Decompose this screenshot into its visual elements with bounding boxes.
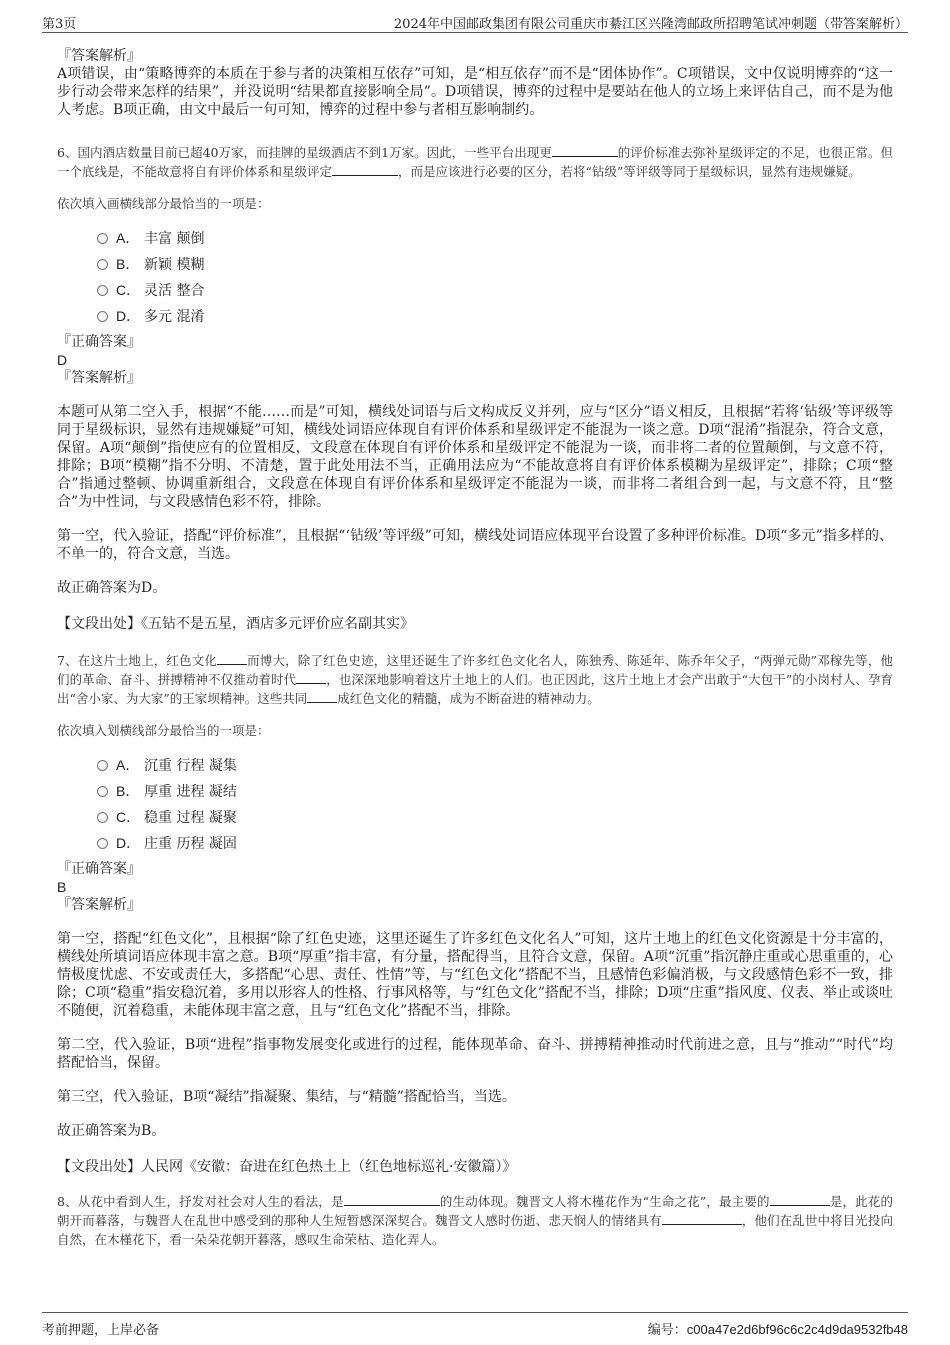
question-7-options	[57, 752, 893, 856]
question-6-options	[57, 225, 893, 329]
stem-part: 的生动体现。魏晋文人将木槿花作为“生命之花”，最主要的	[439, 1194, 770, 1209]
option-c[interactable]: C． 灵活 整合	[97, 277, 893, 303]
fill-blank	[552, 143, 618, 157]
fill-blank	[344, 1192, 440, 1206]
code-value: c00a47e2d6bf96c6c2c4d9da9532fb48	[686, 1322, 908, 1337]
option-a[interactable]: A． 沉重 行程 凝集	[97, 752, 893, 778]
radio-button[interactable]	[97, 259, 108, 270]
analysis-label: 『答案解析』	[57, 897, 141, 913]
conclusion: 故正确答案为D。	[57, 580, 167, 596]
fill-blank	[296, 670, 326, 684]
stem-part: 是，此花的朝开而暮落，与魏晋人在乱世中感受到的那种人生短暂感深深契合。魏晋文人感时伤逝、悲天悯人的情绪具有	[57, 1194, 893, 1228]
radio-button[interactable]	[97, 760, 108, 771]
analysis-paragraph: 第一空，代入验证，搭配“评价标准”，且根据“‘钻级’等评级”可知，横线处词语应体现平台设置了多种评价标准。D项“多元”指多样的、不单一的，符合文意，当选。	[57, 528, 893, 562]
option-b[interactable]: B． 厚重 进程 凝结	[97, 778, 893, 804]
text-source: 【文段出处】人民网《安徽：奋进在红色热土上（红色地标巡礼·安徽篇）》	[57, 1159, 517, 1175]
question-7-prompt: 依次填入划横线部分最恰当的一项是：	[57, 723, 270, 738]
stem-part: 国内酒店数量目前已超40万家，而挂牌的星级酒店不到1万家。因此，一些平台出现更	[77, 145, 552, 160]
option-b[interactable]: B． 新颖 模糊	[97, 251, 893, 277]
prev-analysis-label: 『答案解析』	[57, 48, 141, 64]
question-number: 7、	[57, 653, 78, 668]
fill-blank	[770, 1192, 830, 1206]
correct-answer: B	[57, 879, 67, 895]
question-6	[57, 143, 893, 633]
stem-part: 在这片土地上，红色文化	[77, 653, 218, 668]
radio-button[interactable]	[97, 233, 108, 244]
radio-button[interactable]	[97, 311, 108, 322]
fill-blank	[332, 162, 398, 176]
page-footer	[42, 1312, 908, 1339]
question-7	[57, 651, 893, 1176]
footer-motto: 考前押题，上岸必备	[42, 1323, 160, 1338]
analysis-paragraph: 本题可从第二空入手，根据“不能……而是”可知，横线处词语与后文构成反义并列，应与“区分”语义相反，且根据“若将‘钻级’等评级等同于星级标识，显然有违规嫌疑”可知，横线处词语应体现自有评价体系和星级评定不能混为一谈之意。D项“混淆”指混杂，符合文意，保留。A项“颠倒”指使应有的位置相反，文段意在体现自有评价体系和星级评定不能混为一谈，而非将二者的位置颠倒，与文意不符，排除；B项“模糊”指不分明、不清楚，置于此处用法不当，正确用法应为“不能故意将自有评价体系模糊为星级评定”，排除；C项“整合”指通过整顿、协调重新组合，文段意在体现自有评价体系和星级评定不能混为一谈，而非将二者组合到一起，与文意不符，且“整合”为中性词，与文段感情色彩不符，排除。	[57, 404, 893, 510]
fill-blank	[307, 689, 337, 703]
analysis-label: 『答案解析』	[57, 370, 141, 386]
page-content	[57, 47, 893, 1249]
option-c[interactable]: C． 稳重 过程 凝聚	[97, 804, 893, 830]
text-source: 【文段出处】《五钻不是五星，酒店多元评价应名副其实》	[57, 616, 414, 632]
question-6-prompt: 依次填入画横线部分最恰当的一项是：	[57, 196, 270, 211]
question-number: 6、	[57, 145, 78, 160]
radio-button[interactable]	[97, 812, 108, 823]
option-d[interactable]: D． 多元 混淆	[97, 303, 893, 329]
page-header	[42, 10, 908, 33]
stem-part: 而博大，除了红色史迹，这里还诞生了许多红色文化名人，陈独秀、陈延年、陈乔年父子，“两弹元勋”邓稼先等，他们的革命、奋斗、拼搏精神不仅推动着时代	[57, 653, 893, 687]
stem-part: ，而是应该进行必要的区分，若将“钻级”等评级等同于星级标识，显然有违规嫌疑。	[398, 164, 861, 179]
question-6-stem	[57, 143, 893, 181]
question-number: 8、	[57, 1194, 78, 1209]
question-8	[57, 1192, 893, 1249]
option-d[interactable]: D． 庄重 历程 凝固	[97, 830, 893, 856]
conclusion: 故正确答案为B。	[57, 1123, 166, 1139]
question-7-stem	[57, 651, 893, 708]
radio-button[interactable]	[97, 786, 108, 797]
correct-answer-label: 『正确答案』	[57, 861, 141, 877]
stem-part: 从花中看到人生，抒发对社会对人生的看法，是	[77, 1194, 344, 1209]
analysis-paragraph: 第三空，代入验证，B项“凝结”指凝聚、集结，与“精髓”搭配恰当，当选。	[57, 1089, 516, 1105]
stem-part: 成红色文化的精髓，成为不断奋进的精神动力。	[337, 691, 600, 706]
stem-part: ，他们在乱世中将目光投向自然，在木槿花下，看一朵朵花朝开暮落，感叹生命荣枯、造化弄人。	[57, 1213, 893, 1247]
prev-analysis-text: A项错误，由“策略博弈的本质在于参与者的决策相互依存”可知，是“相互依存”而不是“团体协作”。C项错误，文中仅说明博弈的“这一步行动会带来怎样的结果”，并没说明“结果都直接影响全局”。D项错误，博弈的过程中是要站在他人的立场上来评估自己，而不是为他人考虑。B项正确，由文中最后一句可知，博弈的过程中参与者相互影响制约。	[57, 66, 893, 118]
document-code	[648, 1319, 908, 1338]
code-label: 编号：	[647, 1323, 687, 1338]
stem-part: ，也深深地影响着这片土地上的人们。也正因此，这片土地上才会产出敢于“大包干”的小岗村人、孕育出“舍小家、为大家”的王家坝精神。这些共同	[57, 672, 893, 706]
document-title: 2024年中国邮政集团有限公司重庆市綦江区兴隆湾邮政所招聘笔试冲刺题（带答案解析）	[393, 17, 908, 32]
stem-part: 的评价标准去弥补星级评定的不足，也很正常。但一个底线是，不能故意将自有评价体系和星级评定	[57, 145, 893, 179]
fill-blank	[217, 651, 247, 665]
question-8-stem	[57, 1192, 893, 1249]
analysis-paragraph: 第二空，代入验证，B项“进程”指事物发展变化或进行的过程，能体现革命、奋斗、拼搏精神推动时代前进之意，且与“推动”“时代”均搭配恰当，保留。	[57, 1037, 893, 1071]
correct-answer-label: 『正确答案』	[57, 334, 141, 350]
radio-button[interactable]	[97, 285, 108, 296]
page-number: 第3页	[42, 17, 77, 32]
correct-answer: D	[57, 352, 68, 368]
fill-blank	[662, 1211, 742, 1225]
radio-button[interactable]	[97, 838, 108, 849]
option-a[interactable]: A． 丰富 颠倒	[97, 225, 893, 251]
analysis-paragraph: 第一空，搭配“红色文化”，且根据“除了红色史迹，这里还诞生了许多红色文化名人”可知，这片土地上的红色文化资源是十分丰富的，横线处所填词语应体现丰富之意。B项“厚重”指丰富，有分量，搭配得当，且符合文意，保留。A项“沉重”指沉静庄重或心思重重的，心情极度忧虑、不安或责任大，多搭配“心思、责任、性情”等，与“红色文化”搭配不当，且感情色彩偏消极，与文段感情色彩不一致，排除；C项“稳重”指安稳沉着，多用以形容人的性格、行事风格等，与“红色文化”搭配不当，排除；D项“庄重”指风度、仪表、举止或谈吐不随便，沉着稳重，未能体现丰富之意，且与“红色文化”搭配不当，排除。	[57, 931, 893, 1019]
